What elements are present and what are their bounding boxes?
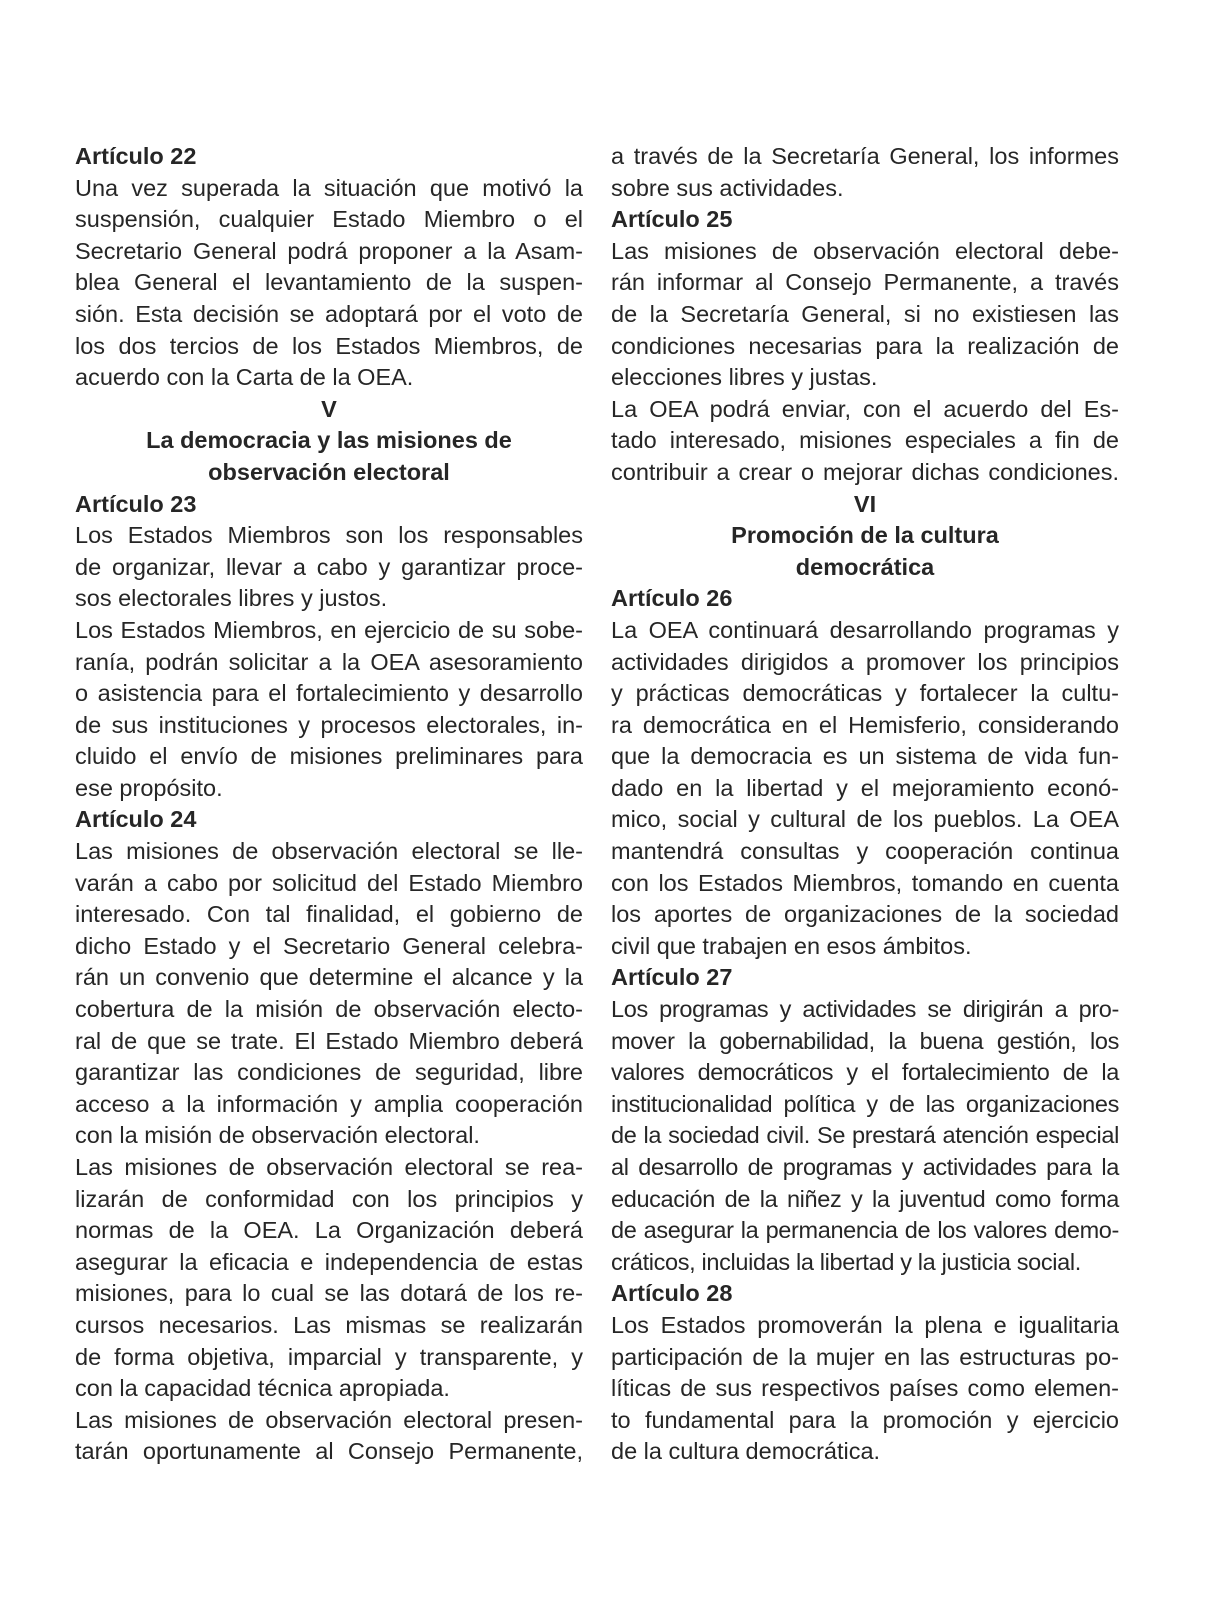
article-heading-articulo-25: Artículo 25 [611,206,733,233]
text-line: actividades dirigidos a promover los principios [611,648,1119,675]
text-line: mico, social y cultural de los pueblos. La OEA [611,806,1119,833]
text-line: sos electorales libres y justos. [75,585,388,612]
text-line: garantizar las condiciones de seguridad, libre [75,1059,583,1086]
section-heading: V [321,395,337,422]
article-heading-articulo-27: Artículo 27 [611,964,733,991]
text-line: acuerdo con la Carta de la OEA. [75,364,414,391]
text-line: lizarán de conformidad con los principios y [75,1185,583,1212]
text-line: acceso a la información y amplia cooperación [75,1090,583,1117]
article-heading-articulo-22: Artículo 22 [75,143,197,169]
article-heading-articulo-26: Artículo 26 [611,585,733,612]
text-line: Las misiones de observación electoral presen- [75,1406,583,1433]
text-line: mover la gobernabilidad, la buena gestión, los [611,1027,1119,1054]
text-line: ese propósito. [75,774,223,801]
left-column [75,141,583,1468]
text-line: varán a cabo por solicitud del Estado Miembro [75,869,583,896]
text-line: sobre sus actividades. [611,174,844,201]
text-line: con la capacidad técnica apropiada. [75,1375,450,1402]
text-line: y prácticas democráticas y fortalecer la cultu- [611,680,1119,707]
text-line: normas de la OEA. La Organización deberá [75,1217,583,1244]
text-line: ra democrática en el Hemisferio, considerando [611,711,1119,738]
text-line: de asegurar la permanencia de los valores demo- [611,1217,1119,1244]
text-line: Las misiones de observación electoral se rea- [75,1154,583,1180]
article-heading-articulo-28: Artículo 28 [611,1280,733,1307]
text-line: institucionalidad política y de las organizaciones [611,1090,1119,1117]
text-line: cursos necesarios. Las mismas se realizarán [75,1311,583,1338]
text-line: valores democráticos y el fortalecimiento de la [611,1059,1119,1086]
text-line: suspensión, cualquier Estado Miembro o el [75,206,583,233]
text-line: Una vez superada la situación que motivó la [75,174,583,201]
text-line: de la cultura democrática. [611,1438,881,1465]
text-line: contribuir a crear o mejorar dichas condiciones. [611,458,1119,485]
text-line: o asistencia para el fortalecimiento y desarrollo [75,680,583,707]
text-line: tarán oportunamente al Consejo Permanente, [75,1438,583,1465]
text-line: mantendrá consultas y cooperación continua [611,838,1119,865]
text-line: tado interesado, misiones especiales a fin de [611,427,1119,454]
text-line: cráticos, incluidas la libertad y la justicia social. [611,1248,1081,1275]
text-line: Los programas y actividades se dirigirán a pro- [611,996,1119,1023]
text-line: Los Estados Miembros son los responsables [75,522,583,549]
text-line: Los Estados promoverán la plena e igualitaria [611,1311,1119,1338]
text-line: que la democracia es un sistema de vida fun- [611,743,1119,770]
text-line: Los Estados Miembros, en ejercicio de su sobe- [75,616,583,643]
text-line: dicho Estado y el Secretario General celebra- [75,932,583,959]
text-line: con los Estados Miembros, tomando en cuenta [611,869,1119,896]
section-heading: Promoción de la cultura [731,522,999,549]
text-line: ranía, podrán solicitar a la OEA asesoramiento [75,648,583,675]
article-heading-articulo-23: Artículo 23 [75,490,197,517]
section-heading: La democracia y las misiones de [146,427,512,454]
text-line: cobertura de la misión de observación electo- [75,996,583,1023]
text-line: ral de que se trate. El Estado Miembro deberá [75,1027,583,1054]
text-line: a través de la Secretaría General, los informes [611,143,1119,169]
text-line: de la Secretaría General, si no existiesen las [611,300,1119,327]
text-line: de sus instituciones y procesos electorales, in- [75,711,583,738]
text-line: Secretario General podrá proponer a la Asam- [75,237,583,264]
section-heading: VI [853,490,877,517]
text-line: de la sociedad civil. Se prestará atención especial [611,1122,1119,1149]
text-line: condiciones necesarias para la realización de [611,332,1119,359]
text-line: rán informar al Consejo Permanente, a través [611,269,1119,296]
text-line: educación de la niñez y la juventud como forma [611,1185,1119,1212]
text-line: al desarrollo de programas y actividades para la [611,1154,1119,1180]
article-heading-articulo-24: Artículo 24 [75,806,197,833]
text-line: dado en la libertad y el mejoramiento econó- [611,774,1119,801]
text-line: misiones, para lo cual se las dotará de los re- [75,1280,583,1307]
text-line: sión. Esta decisión se adoptará por el voto de [75,300,583,327]
text-line: asegurar la eficacia e independencia de estas [75,1248,583,1275]
text-line: elecciones libres y justas. [611,364,878,391]
text-line: participación de la mujer en las estructuras po- [611,1343,1119,1370]
text-line: La OEA continuará desarrollando programas y [611,616,1119,643]
text-line: Las misiones de observación electoral se lle- [75,838,583,865]
section-heading: observación electoral [208,458,450,485]
text-line: de forma objetiva, imparcial y transparente, y [75,1343,583,1370]
text-line: civil que trabajen en esos ámbitos. [611,932,972,959]
text-line: de organizar, llevar a cabo y garantizar proce- [75,553,583,580]
text-line: líticas de sus respectivos países como elemen- [611,1375,1119,1402]
text-line: con la misión de observación electoral. [75,1122,480,1149]
text-line: los aportes de organizaciones de la sociedad [611,901,1119,928]
text-line: La OEA podrá enviar, con el acuerdo del Es- [611,395,1119,422]
text-line: los dos tercios de los Estados Miembros, de [75,332,583,359]
text-line: to fundamental para la promoción y ejercicio [611,1406,1119,1433]
text-line: interesado. Con tal finalidad, el gobierno de [75,901,583,928]
text-line: Las misiones de observación electoral debe- [611,237,1119,264]
text-line: blea General el levantamiento de la suspen- [75,269,583,296]
right-column [611,141,1119,1468]
section-heading: democrática [795,553,935,580]
text-line: cluido el envío de misiones preliminares para [75,743,583,770]
text-line: rán un convenio que determine el alcance y la [75,964,583,991]
